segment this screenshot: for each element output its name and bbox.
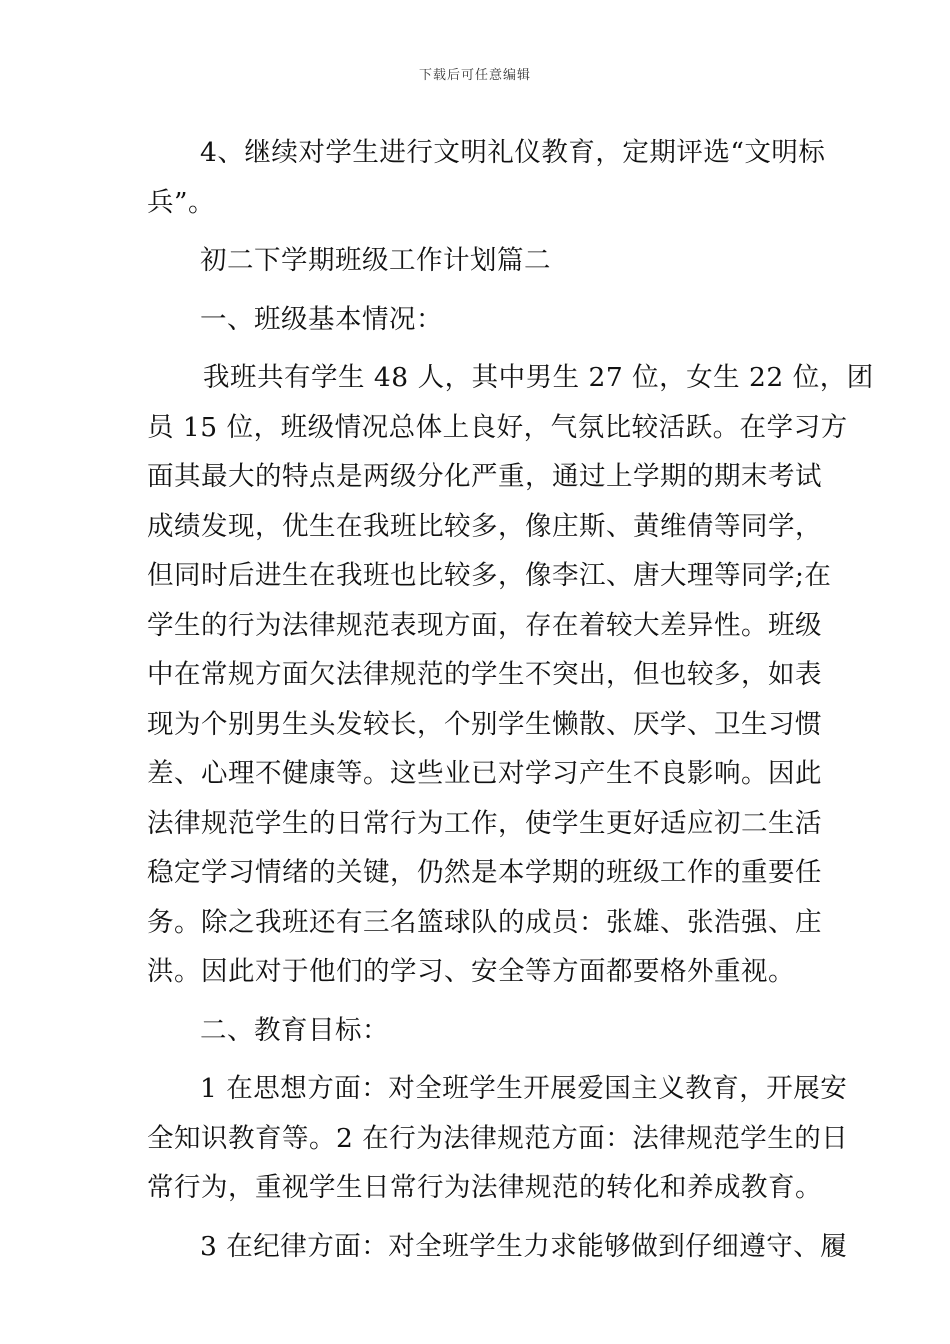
paragraph-item-4-line-2: 兵”。 [147,186,216,218]
paragraph-line: 但同时后进生在我班也比较多，像李江、唐大理等同学;在 [147,560,832,591]
paragraph-line: 常行为，重视学生日常行为法律规范的转化和养成教育。 [147,1172,822,1203]
paragraph-line: 差、心理不健康等。这些业已对学习产生不良影响。因此 [147,758,822,789]
paragraph-line: 现为个别男生头发较长，个别学生懒散、厌学、卫生习惯 [147,708,822,740]
paragraph-line: 稳定学习情绪的关键，仍然是本学期的班级工作的重要任 [147,857,822,888]
paragraph-line: 洪。因此对于他们的学习、安全等方面都要格外重视。 [147,956,795,987]
paragraph-line: 法律规范学生的日常行为工作，使学生更好适应初二生活 [147,807,822,839]
section-title: 初二下学期班级工作计划篇二 [200,245,551,276]
paragraph-line: 务。除之我班还有三名篮球队的成员：张雄、张浩强、庄 [147,906,822,938]
paragraph-line: 1 在思想方面：对全班学生开展爱国主义教育，开展安 [200,1073,848,1104]
paragraph-line: 员 15 位，班级情况总体上良好，气氛比较活跃。在学习方 [147,411,848,443]
paragraph-line: 学生的行为法律规范表现方面，存在着较大差异性。班级 [147,609,822,641]
heading-education-goals: 二、教育目标： [200,1014,389,1046]
paragraph-line: 我班共有学生 48 人，其中男生 27 位，女生 22 位，团 [203,362,874,393]
paragraph-line: 中在常规方面欠法律规范的学生不突出，但也较多，如表 [147,659,822,690]
page-header: 下载后可任意编辑 [418,68,531,83]
paragraph-line: 面其最大的特点是两级分化严重，通过上学期的期末考试 [147,461,822,492]
paragraph-line: 3 在纪律方面：对全班学生力求能够做到仔细遵守、履 [200,1230,848,1262]
paragraph-line: 全知识教育等。2 在行为法律规范方面：法律规范学生的日 [147,1122,849,1154]
paragraph-line: 成绩发现，优生在我班比较多，像庄斯、黄维倩等同学， [147,510,822,542]
document-body [147,128,874,1271]
heading-class-situation: 一、班级基本情况： [200,303,443,335]
paragraph-item-4-line-1: 4、继续对学生进行文明礼仪教育，定期评选“文明标 [200,137,826,168]
